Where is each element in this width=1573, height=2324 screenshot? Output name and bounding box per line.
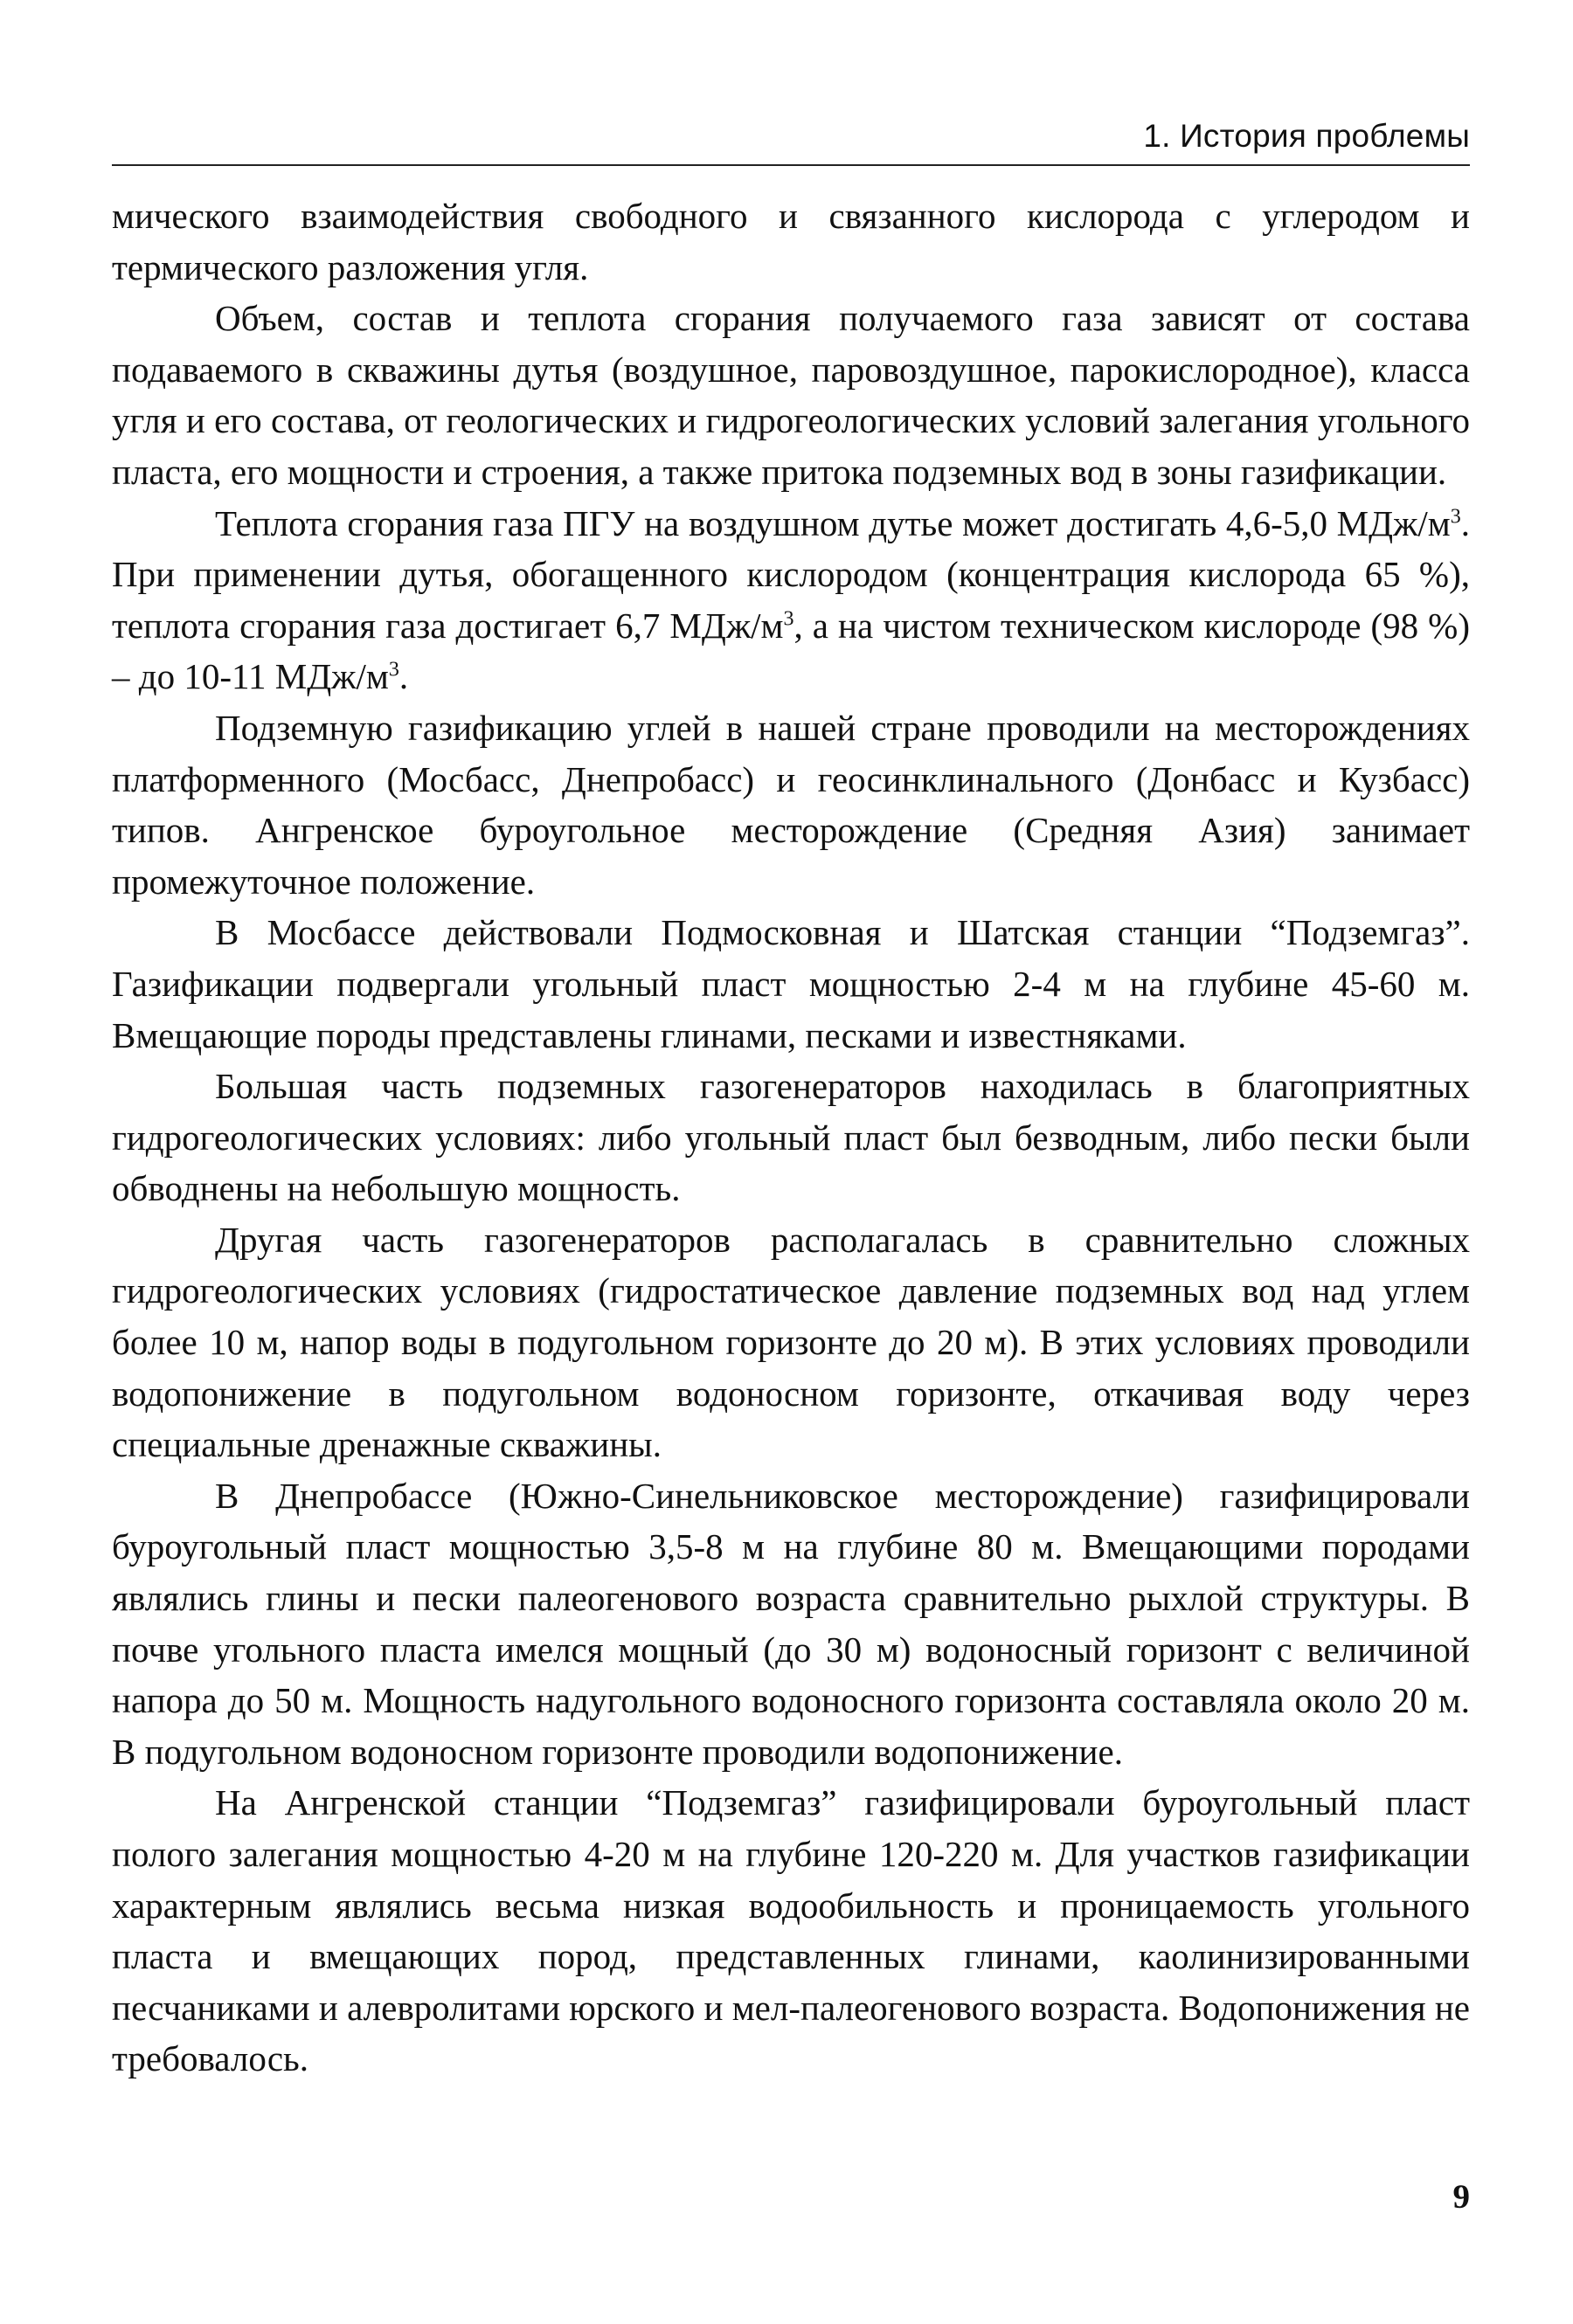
superscript-cubic: 3 xyxy=(783,607,794,631)
superscript-cubic: 3 xyxy=(1450,504,1461,528)
paragraph-3-text-a: Теплота сгорания газа ПГУ на воздушном дутье может достигать 4,6-5,0 МДж/м xyxy=(215,502,1451,543)
paragraph-3-text-c: , а на чистом техническом кислороде (98 %) – до 10-11 МДж/м xyxy=(112,605,1470,697)
paragraph-3 xyxy=(112,498,1470,702)
page-number: 9 xyxy=(1452,2178,1470,2216)
paragraph-4: Подземную газификацию углей в нашей стране проводили на месторождениях платформенного (Мосбасс, Днепробасс) и геосинклинального (Донбасс и Кузбасс) типов. Ангренское буроугольное месторождение (Средняя Азия) занимает промежуточное положение. xyxy=(112,707,1470,902)
paragraph-1: мического взаимодействия свободного и связанного кислорода с углеродом и термического разложения угля. xyxy=(112,196,1470,287)
body-text xyxy=(112,190,1470,2085)
paragraph-9: На Ангренской станции “Подземгаз” газифицировали буроугольный пласт полого залегания мощностью 4-20 м на глубине 120-220 м. Для участков газификации характерным являлись весьма низкая водообильность и проницаемость угольного пласта и вмещающих пород, представленных глинами, каолинизированными песчаниками и алевролитами юрского и мел-палеогенового возраста. Водопонижения не требовалось. xyxy=(112,1782,1470,2079)
paragraph-6: Большая часть подземных газогенераторов находилась в благоприятных гидрогеологических условиях: либо угольный пласт был безводным, либо пески были обводнены на небольшую мощность. xyxy=(112,1066,1470,1209)
paragraph-5: В Мосбассе действовали Подмосковная и Шатская станции “Подземгаз”. Газификации подвергали угольный пласт мощностью 2-4 м на глубине 45-60 м. Вмещающие породы представлены глинами, песками и известняками. xyxy=(112,912,1470,1055)
paragraph-3-text-d: . xyxy=(398,656,409,697)
paragraph-8: В Днепробассе (Южно-Синельниковское месторождение) газифицировали буроугольный пласт мощностью 3,5-8 м на глубине 80 м. Вмещающими породами являлись глины и пески палеогенового возраста сравнительно рыхлой структуры. В почве угольного пласта имелся мощный (до 30 м) водоносный горизонт с величиной напора до 50 м. Мощность надугольного водоносного горизонта составляла около 20 м. В подугольном водоносном горизонте проводили водопонижение. xyxy=(112,1475,1470,1772)
paragraph-2: Объем, состав и теплота сгорания получаемого газа зависят от состава подаваемого в скважины дутья (воздушное, паровоздушное, парокислородное), класса угля и его состава, от геологических и гидрогеологических условий залегания угольного пласта, его мощности и строения, а также притока подземных вод в зоны газификации. xyxy=(112,298,1470,492)
running-head-title: 1. История проблемы xyxy=(1143,118,1470,154)
paragraph-7: Другая часть газогенераторов располагалась в сравнительно сложных гидрогеологических условиях (гидростатическое давление подземных вод над углем более 10 м, напор воды в подугольном горизонте до 20 м). В этих условиях проводили водопонижение в подугольном водоносном горизонте, откачивая воду через специальные дренажные скважины. xyxy=(112,1219,1470,1465)
paragraph-3-text-b: . При применении дутья, обогащенного кислородом (концентрация кислорода 65 %), теплота сгорания газа достигает 6,7 МДж/м xyxy=(112,502,1470,646)
superscript-cubic: 3 xyxy=(388,658,399,681)
header-rule xyxy=(112,164,1470,166)
